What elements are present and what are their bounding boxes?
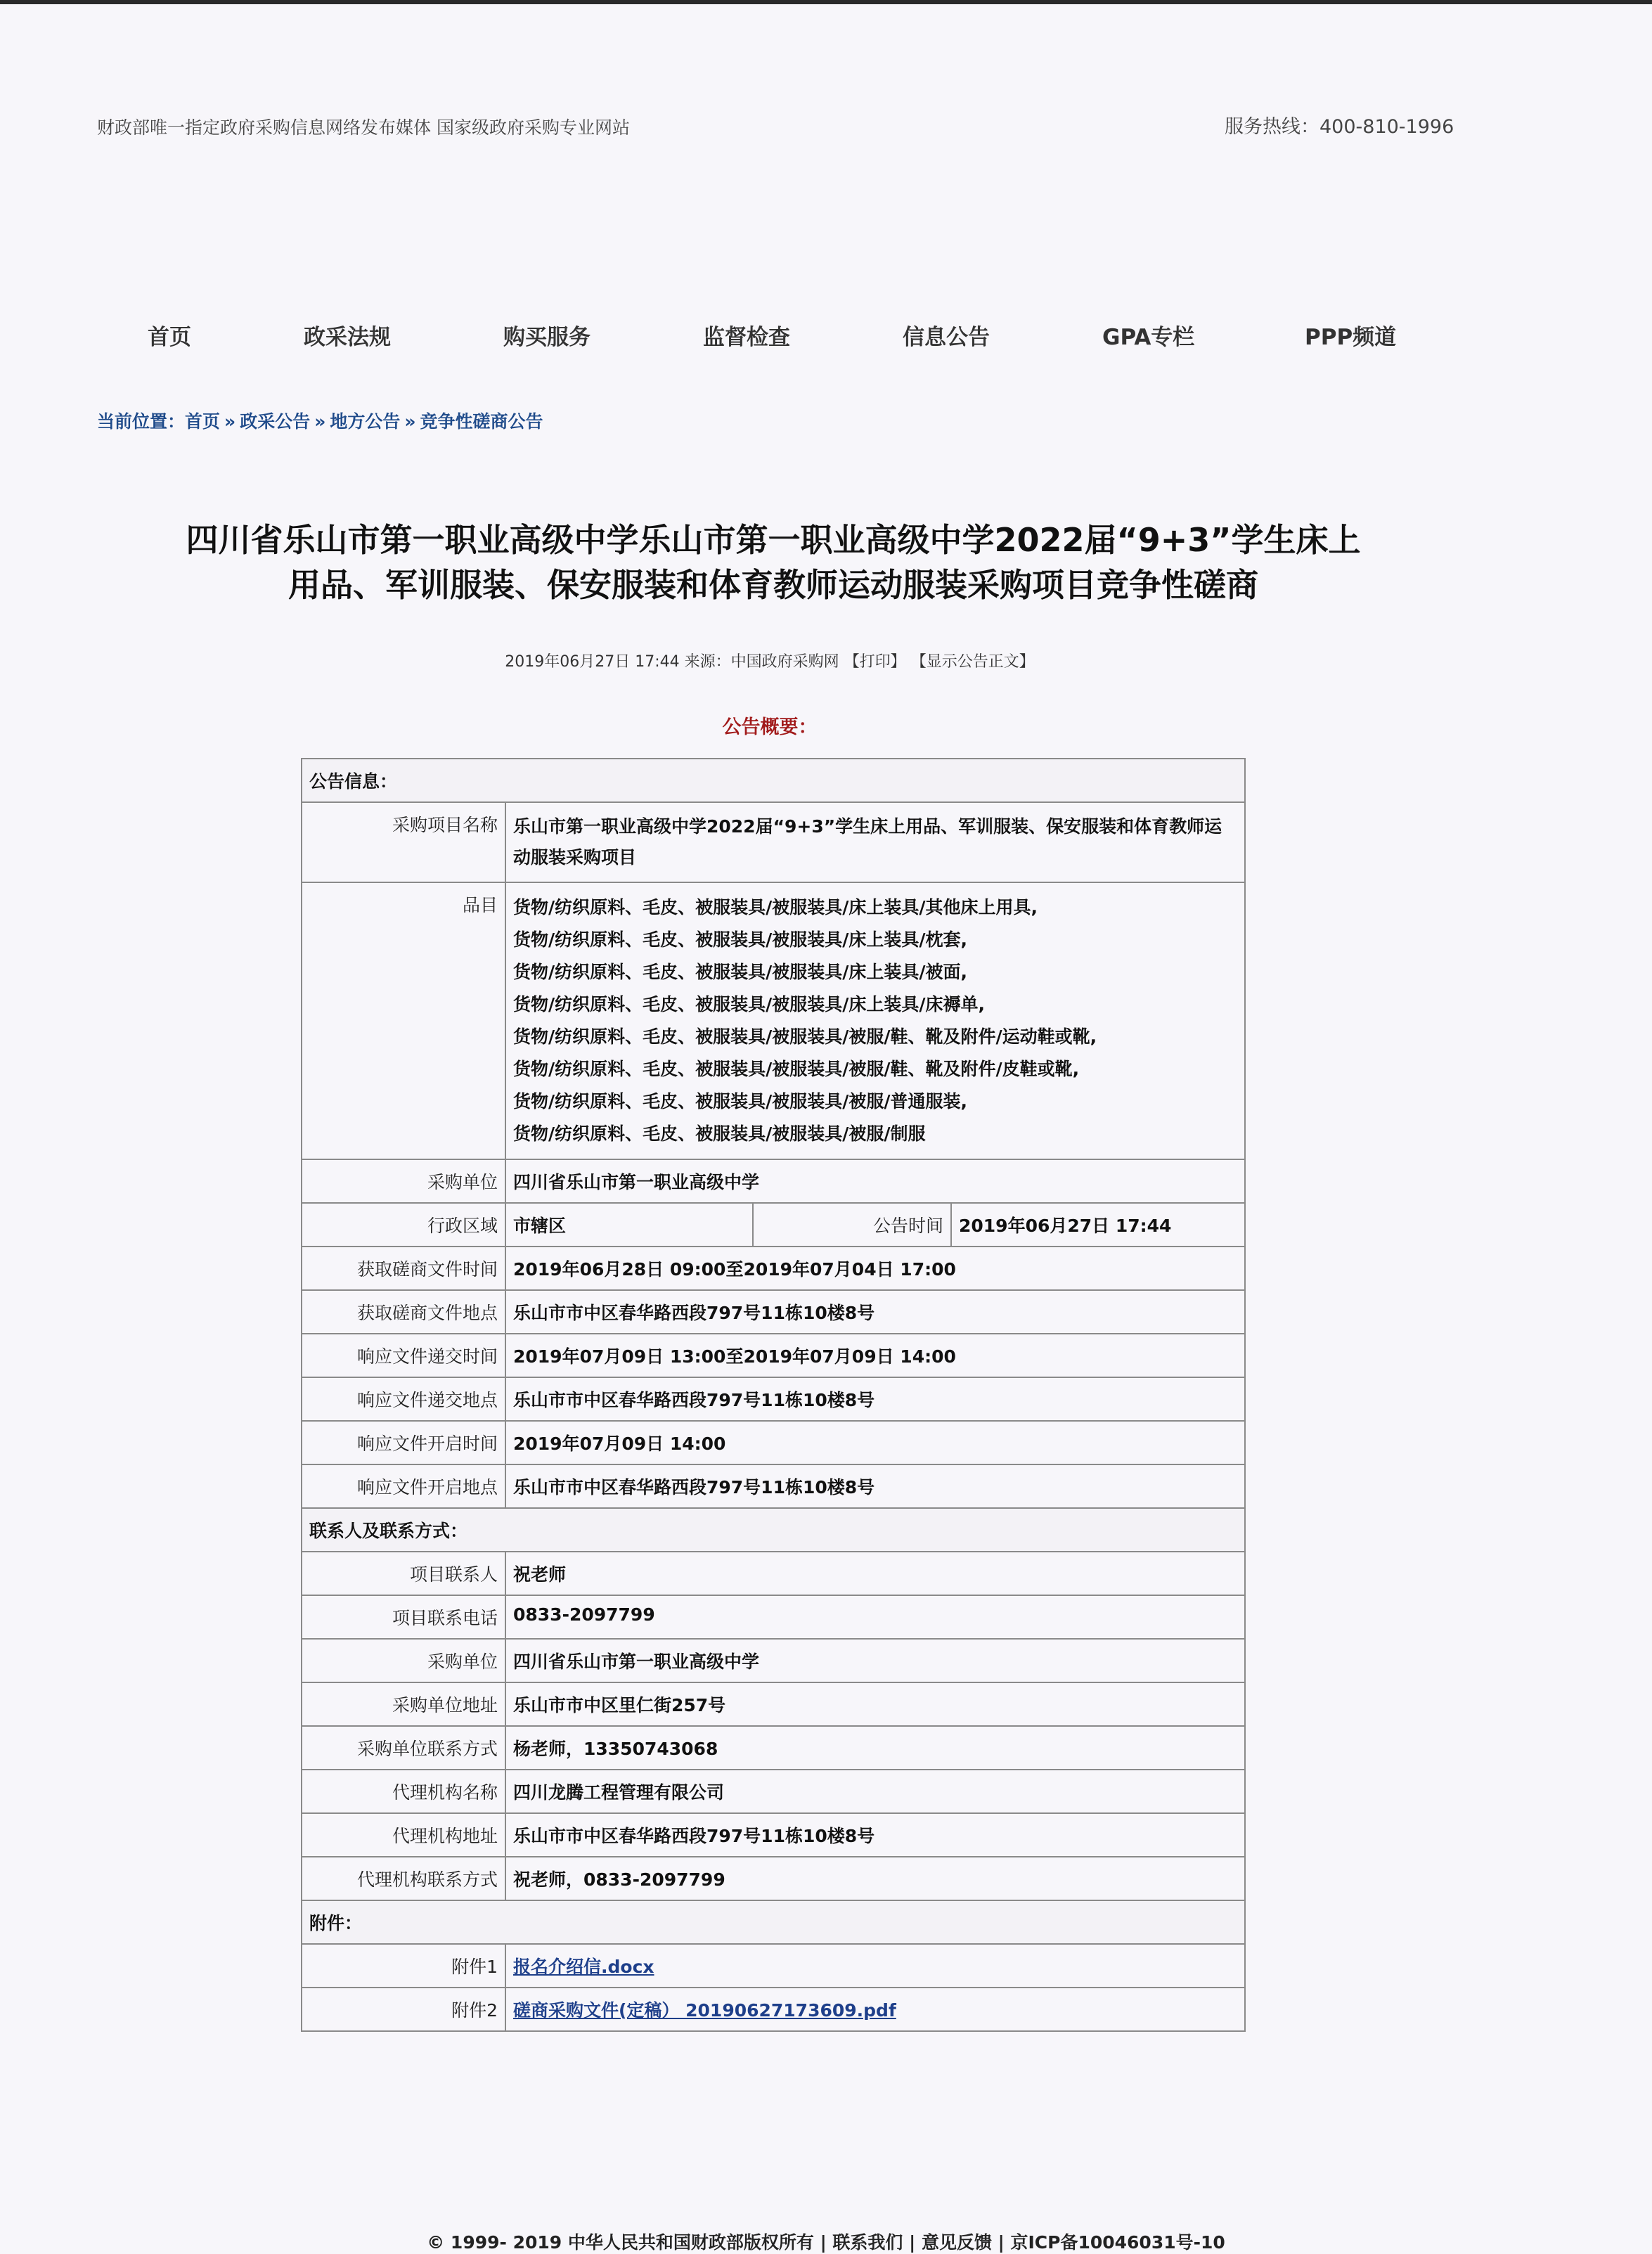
table-row — [302, 1421, 1245, 1464]
attachment-link[interactable]: 报名介绍信.docx — [513, 1957, 654, 1977]
item-line: 货物/纺织原料、毛皮、被服装具/被服装具/被服/普通服装, — [513, 1091, 968, 1112]
row-label: 采购单位地址 — [302, 1682, 505, 1726]
row-label: 代理机构名称 — [302, 1770, 505, 1813]
show-full-text-link[interactable]: 【显示公告正文】 — [910, 653, 1035, 671]
row-label: 采购单位联系方式 — [302, 1726, 505, 1770]
publish-source: 来源：中国政府采购网 — [684, 653, 839, 671]
scan-edge — [0, 0, 1652, 4]
item-line: 货物/纺织原料、毛皮、被服装具/被服装具/床上装具/枕套, — [513, 929, 968, 950]
row-value: 四川龙腾工程管理有限公司 — [505, 1770, 1245, 1813]
table-row — [302, 1813, 1245, 1857]
row-value: 2019年06月28日 09:00至2019年07月04日 17:00 — [505, 1247, 1245, 1290]
row-value: 四川省乐山市第一职业高级中学 — [505, 1639, 1245, 1682]
row-value: 2019年07月09日 14:00 — [505, 1421, 1245, 1464]
table-row — [302, 1857, 1245, 1900]
site-slogan: 财政部唯一指定政府采购信息网络发布媒体 国家级政府采购专业网站 — [97, 117, 630, 138]
nav-supervision[interactable]: 监督检查 — [703, 325, 790, 350]
nav-gpa[interactable]: GPA专栏 — [1102, 325, 1195, 350]
item-line: 货物/纺织原料、毛皮、被服装具/被服装具/被服/鞋、靴及附件/运动鞋或靴, — [513, 1026, 1097, 1047]
table-row — [302, 1464, 1245, 1508]
items-value — [505, 882, 1245, 1159]
publish-datetime: 2019年06月27日 17:44 — [505, 653, 680, 671]
row-value: 乐山市市中区春华路西段797号11栋10楼8号 — [505, 1377, 1245, 1421]
nav-purchase-services[interactable]: 购买服务 — [503, 325, 591, 350]
breadcrumb — [97, 408, 543, 433]
breadcrumb-gov-notices[interactable]: 政采公告 — [240, 411, 311, 432]
item-line: 货物/纺织原料、毛皮、被服装具/被服装具/被服/制服 — [513, 1123, 926, 1144]
row-label: 项目联系电话 — [302, 1595, 505, 1639]
table-row — [302, 1595, 1245, 1639]
table-row — [302, 1552, 1245, 1595]
table-row — [302, 1682, 1245, 1726]
table-row — [302, 1377, 1245, 1421]
row-value: 杨老师，13350743068 — [505, 1726, 1245, 1770]
table-row — [302, 1944, 1245, 1988]
row-value: 乐山市市中区春华路西段797号11栋10楼8号 — [505, 1464, 1245, 1508]
row-label: 采购单位 — [302, 1639, 505, 1682]
nav-regulations[interactable]: 政采法规 — [304, 325, 391, 350]
item-line: 货物/纺织原料、毛皮、被服装具/被服装具/床上装具/床褥单, — [513, 994, 986, 1015]
breadcrumb-current[interactable]: 竞争性磋商公告 — [420, 411, 543, 432]
article-meta — [0, 650, 1540, 671]
purchaser-value: 四川省乐山市第一职业高级中学 — [505, 1159, 1245, 1203]
row-label: 响应文件递交地点 — [302, 1377, 505, 1421]
table-row — [302, 1290, 1245, 1334]
item-line: 货物/纺织原料、毛皮、被服装具/被服装具/床上装具/被面, — [513, 962, 968, 982]
region-label: 行政区域 — [302, 1203, 505, 1247]
row-label: 项目联系人 — [302, 1552, 505, 1595]
breadcrumb-prefix: 当前位置： — [97, 411, 186, 432]
table-row — [302, 1334, 1245, 1377]
row-value: 0833-2097799 — [505, 1595, 1245, 1639]
purchaser-label: 采购单位 — [302, 1159, 505, 1203]
page-title-line2: 用品、军训服装、保安服装和体育教师运动服装采购项目竞争性磋商 — [288, 566, 1258, 604]
print-link[interactable]: 【打印】 — [844, 653, 906, 671]
row-label: 获取磋商文件地点 — [302, 1290, 505, 1334]
row-value: 乐山市市中区春华路西段797号11栋10楼8号 — [505, 1290, 1245, 1334]
row-value: 2019年07月09日 13:00至2019年07月09日 14:00 — [505, 1334, 1245, 1377]
breadcrumb-separator: » — [314, 411, 326, 432]
project-name-value: 乐山市第一职业高级中学2022届“9+3”学生床上用品、军训服装、保安服装和体育教师运动服装采购项目 — [505, 802, 1245, 882]
table-row — [302, 1726, 1245, 1770]
page-title-line1: 四川省乐山市第一职业高级中学乐山市第一职业高级中学2022届“9+3”学生床上 — [186, 521, 1361, 559]
breadcrumb-local-notices[interactable]: 地方公告 — [330, 411, 401, 432]
row-value: 祝老师，0833-2097799 — [505, 1857, 1245, 1900]
section-row — [302, 1508, 1245, 1552]
item-line: 货物/纺织原料、毛皮、被服装具/被服装具/被服/鞋、靴及附件/皮鞋或靴, — [513, 1059, 1080, 1079]
attachment-label: 附件2 — [302, 1988, 505, 2031]
row-label: 获取磋商文件时间 — [302, 1247, 505, 1290]
breadcrumb-separator: » — [404, 411, 416, 432]
nav-ppp[interactable]: PPP频道 — [1305, 325, 1397, 350]
section-row — [302, 759, 1245, 802]
row-value: 乐山市市中区里仁街257号 — [505, 1682, 1245, 1726]
row-label: 响应文件开启地点 — [302, 1464, 505, 1508]
nav-home[interactable]: 首页 — [148, 325, 191, 350]
attachment-link[interactable]: 磋商采购文件(定稿） 20190627173609.pdf — [513, 2000, 896, 2021]
project-name-label: 采购项目名称 — [302, 802, 505, 882]
section-attachments: 附件： — [302, 1900, 1245, 1944]
items-label: 品目 — [302, 882, 505, 1159]
table-row — [302, 1247, 1245, 1290]
section-contact: 联系人及联系方式： — [302, 1508, 1245, 1552]
table-row — [302, 1988, 1245, 2031]
breadcrumb-separator: » — [224, 411, 236, 432]
breadcrumb-home[interactable]: 首页 — [185, 411, 221, 432]
attachment-cell — [505, 1988, 1245, 2031]
region-value: 市辖区 — [505, 1203, 753, 1247]
item-line: 货物/纺织原料、毛皮、被服装具/被服装具/床上装具/其他床上用具, — [513, 897, 1038, 917]
row-value: 乐山市市中区春华路西段797号11栋10楼8号 — [505, 1813, 1245, 1857]
table-row — [302, 802, 1245, 882]
footer: © 1999- 2019 中华人民共和国财政部版权所有 | 联系我们 | 意见反馈 | 京ICP备10046031号-10 — [427, 2232, 1225, 2253]
section-row — [302, 1900, 1245, 1944]
table-row — [302, 882, 1245, 1159]
attachment-label: 附件1 — [302, 1944, 505, 1988]
table-row — [302, 1159, 1245, 1203]
row-label: 响应文件开启时间 — [302, 1421, 505, 1464]
attachment-cell — [505, 1944, 1245, 1988]
nav-announcements[interactable]: 信息公告 — [903, 325, 990, 350]
service-hotline: 服务热线：400-810-1996 — [1225, 116, 1454, 138]
table-row — [302, 1770, 1245, 1813]
section-notice-info: 公告信息： — [302, 759, 1245, 802]
notice-time-value: 2019年06月27日 17:44 — [951, 1203, 1245, 1247]
main-nav — [0, 319, 1652, 354]
row-label: 响应文件递交时间 — [302, 1334, 505, 1377]
table-row — [302, 1203, 1245, 1247]
overview-heading: 公告概要： — [722, 716, 818, 738]
page-title — [84, 517, 1462, 607]
table-row — [302, 1639, 1245, 1682]
row-label: 代理机构地址 — [302, 1813, 505, 1857]
notice-time-label: 公告时间 — [753, 1203, 951, 1247]
row-label: 代理机构联系方式 — [302, 1857, 505, 1900]
row-value: 祝老师 — [505, 1552, 1245, 1595]
notice-info-table — [301, 758, 1246, 2032]
